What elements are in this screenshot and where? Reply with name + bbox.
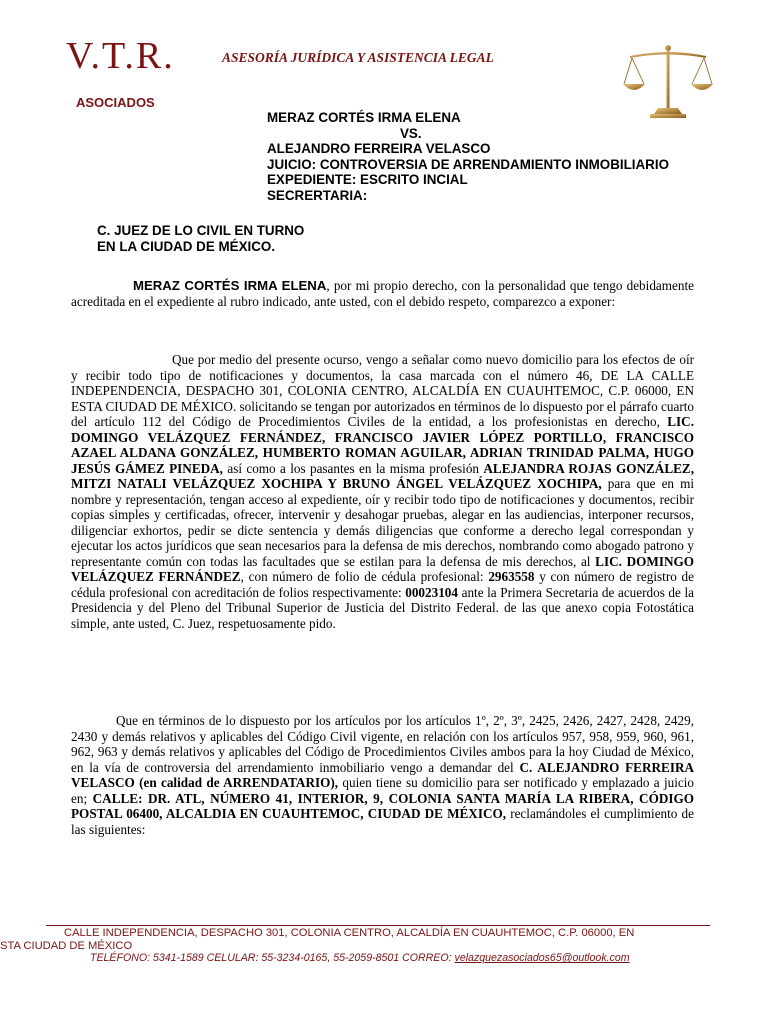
domicile-text-5: y con número de registro de cédula profesional con acreditación de folios respectivamente:	[71, 569, 694, 600]
claim-text-2: quien tiene su domicilio para ser notificado y emplazado a juicio en;	[71, 775, 694, 806]
footer-address-line-1: CALLE INDEPENDENCIA, DESPACHO 301, COLONIA CENTRO, ALCALDÍA EN CUAUHTEMOC, C.P. 06000, EN	[64, 927, 635, 939]
addressee-block	[97, 223, 304, 254]
firm-subtitle: ASOCIADOS	[76, 95, 155, 110]
footer-contact	[0, 952, 768, 965]
domicile-text-4: , con número de folio de cédula profesional:	[240, 569, 489, 584]
trial-type: JUICIO: CONTROVERSIA DE ARRENDAMIENTO INMOBILIARIO	[267, 156, 669, 172]
intro-paragraph	[71, 278, 694, 309]
defendant-reference: C. ALEJANDRO FERREIRA VELASCO (en calidad de ARRENDATARIO),	[71, 759, 694, 790]
addressee-line-2: EN LA CIUDAD DE MÉXICO.	[97, 238, 276, 254]
secretary-label: SECRERTARIA:	[267, 187, 368, 203]
claim-text-3: reclamándoles el cumplimiento de las siguientes:	[71, 806, 694, 837]
domicile-text-6: ante la Primera Secretaria de acuerdos de la Presidencia y del Pleno del Tribunal Superior de Justicia del Distrito Federal. de las que anexo copia Fotostática simple, ante usted, C. Juez, respetuosamente pido.	[71, 584, 694, 631]
versus-label: VS.	[400, 125, 422, 141]
footer-divider	[46, 925, 710, 926]
defendant-address: CALLE: DR. ATL, NÚMERO 41, INTERIOR, 9, COLONIA SANTA MARÍA LA RIBERA, CÓDIGO POSTAL 06400, ALCALDIA EN CUAUHTEMOC, CIUDAD DE MÉXICO,	[71, 790, 694, 821]
domicile-text-2: así como a los pasantes en la misma profesión	[222, 460, 484, 476]
case-caption	[267, 110, 669, 204]
firm-tagline: ASESORÍA JURÍDICA Y ASISTENCIA LEGAL	[222, 50, 494, 65]
lead-attorney: LIC. DOMINGO VELÁZQUEZ FERNÁNDEZ	[71, 553, 694, 584]
domicile-paragraph	[71, 352, 694, 631]
firm-logo-text: V.T.R.	[66, 35, 175, 77]
email-link[interactable]: velazquezasociados65@outlook.com	[454, 952, 630, 964]
file-number: EXPEDIENTE: ESCRITO INCIAL	[267, 172, 468, 188]
footer-address-line-2: STA CIUDAD DE MÉXICO	[0, 939, 133, 952]
claim-text: Que en términos de lo dispuesto por los artículos por los artículos 1º, 2º, 3º, 2425, 2426, 2427, 2428, 2429, 2430 y demás relativos y aplicables del Código Civil vigente, en relación con los artículos 957, 958, 959, 960, 961, 962, 963 y demás relativos y aplicables del Código de Procedimientos Civiles ambos para la hoy Ciudad de México, en la vía de controversia del arrendamiento inmobiliario vengo a demandar del	[71, 713, 694, 775]
registry-number: 00023104	[405, 584, 458, 600]
defendant-name: ALEJANDRO FERREIRA VELASCO	[267, 141, 491, 157]
footer-phones: TELÉFONO: 5341-1589 CELULAR: 55-3234-0165, 55-2059-8501 CORREO:	[90, 952, 455, 964]
addressee-line-1: C. JUEZ DE LO CIVIL EN TURNO	[97, 223, 305, 238]
authorized-lawyers: LIC. DOMINGO VELÁZQUEZ FERNÁNDEZ, FRANCISCO JAVIER LÓPEZ PORTILLO, FRANCISCO AZAEL ALDANA GONZÁLEZ, HUMBERTO ROMAN AGUILAR, ADRIAN TRINIDAD PALMA, HUGO JESÚS GÁMEZ PINEDA,	[71, 414, 694, 476]
plaintiff-name: MERAZ CORTÉS IRMA ELENA	[267, 110, 461, 125]
domicile-text: Que por medio del presente ocurso, vengo a señalar como nuevo domicilio para los efectos de oír y recibir todo tipo de notificaciones y documentos, la casa marcada con el número 46, DE LA CALLE INDEPENDENCIA, DESPACHO 301, COLONIA CENTRO, ALCALDÍA EN CUAUHTEMOC, C.P. 06000, EN ESTA CIUDAD DE MÉXICO. solicitando se tengan por autorizados en términos de lo dispuesto por el párrafo cuarto del artículo 112 del Código de Procedimientos Civiles de la entidad, a los profesionistas en derecho,	[71, 352, 695, 429]
petitioner-name: MERAZ CORTÉS IRMA ELENA	[133, 278, 327, 293]
authorized-interns: ALEJANDRA ROJAS GONZÁLEZ, MITZI NATALI VELÁZQUEZ XOCHIPA Y BRUNO ÁNGEL VELÁZQUEZ XOCHIPA,	[71, 460, 695, 491]
footer	[0, 927, 768, 965]
claim-paragraph	[71, 713, 694, 837]
license-number: 2963558	[488, 569, 535, 584]
domicile-text-3: para que en mi nombre y representación, tengan acceso al expediente, oír y recibir todo tipo de notificaciones y documentos, recibir copias simples y certificadas, ofrecer, intervenir y desahogar pruebas, alegar en las audiencias, interponer recursos, diligenciar exhortos, pedir se dicte sentencia y demás diligencias que conforme a derecho legal correspondan y ejecutar los actos jurídicos que sean necesarios para la defensa de mis derechos, nombrando como abogado patrono y representante común con todas las facultades que se estilan para la defensa de mis derechos, al	[71, 476, 694, 569]
scales-of-justice-icon	[622, 42, 714, 120]
intro-text: , por mi propio derecho, con la personalidad que tengo debidamente acreditada en el expediente al rubro indicado, ante usted, con el debido respeto, comparezco a exponer:	[71, 278, 694, 309]
